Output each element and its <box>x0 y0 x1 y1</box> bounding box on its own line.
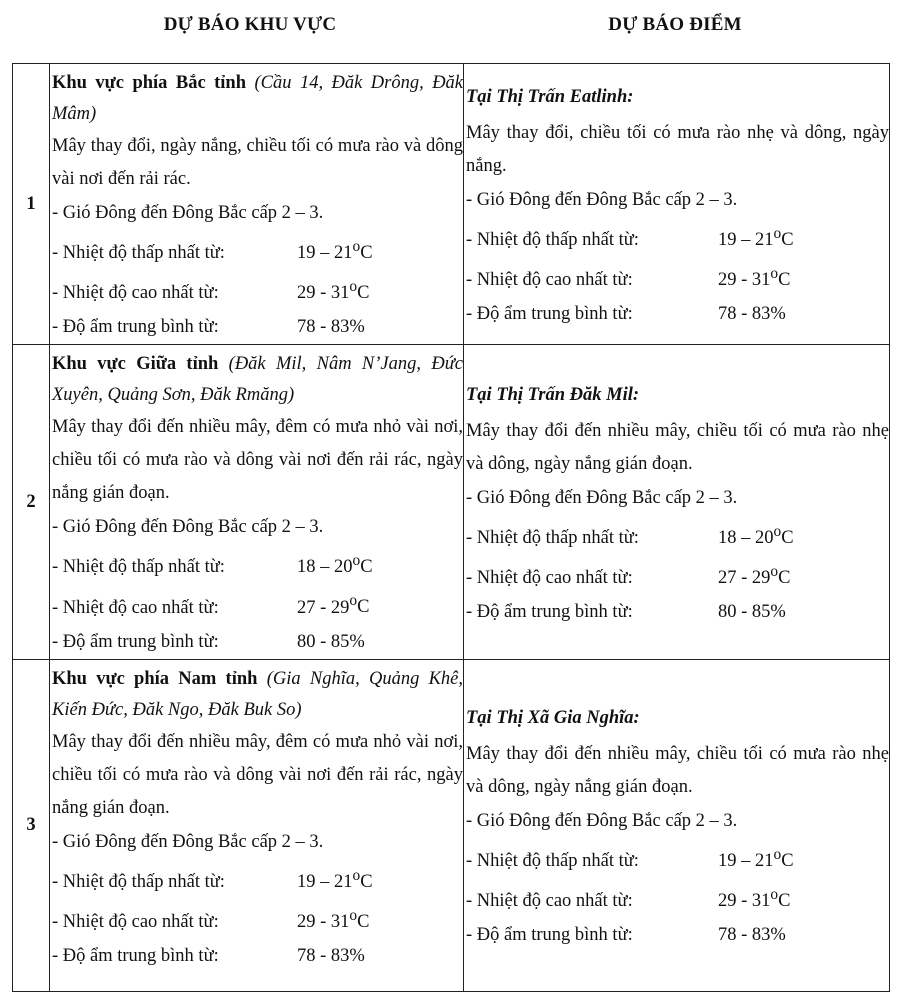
temp-unit: C <box>781 527 794 548</box>
region-description: Mây thay đổi đến nhiều mây, đêm có mưa nhỏ vài nơi, chiều tối có mưa rào và dông vài nơi đến rải rác, ngày nắng gián đoạn. <box>52 417 463 504</box>
header-region-forecast: DỰ BÁO KHU VỰC <box>163 14 337 35</box>
point-humidity <box>466 595 889 629</box>
point-cell <box>464 345 890 659</box>
point-wind: - Gió Đông đến Đông Bắc cấp 2 – 3. <box>466 487 738 508</box>
temp-unit: C <box>778 568 791 589</box>
min-temp-value: 19 – 21 <box>297 243 353 264</box>
max-temp-label: - Nhiệt độ cao nhất từ: <box>52 597 219 618</box>
degree-sup: o <box>770 886 779 904</box>
degree-sup: o <box>349 592 358 610</box>
region-name: Khu vực phía Bắc tỉnh <box>52 73 247 93</box>
max-temp-label: - Nhiệt độ cao nhất từ: <box>52 911 219 932</box>
humidity-label: - Độ ẩm trung bình từ: <box>52 631 219 652</box>
temp-unit: C <box>781 851 794 872</box>
point-max-temp <box>466 878 889 918</box>
max-temp-value: 27 - 29 <box>718 568 771 589</box>
point-wind: - Gió Đông đến Đông Bắc cấp 2 – 3. <box>466 810 738 831</box>
point-min-temp <box>466 838 889 878</box>
max-temp-value: 29 - 31 <box>718 891 771 912</box>
min-temp-label: - Nhiệt độ thấp nhất từ: <box>52 557 225 578</box>
header-point-forecast: DỰ BÁO ĐIỂM <box>608 14 742 35</box>
region-wind: - Gió Đông đến Đông Bắc cấp 2 – 3. <box>52 517 324 538</box>
region-cell <box>50 345 464 659</box>
degree-sup: o <box>773 522 782 540</box>
point-humidity <box>466 918 889 952</box>
min-temp-value: 19 – 21 <box>718 851 774 872</box>
temp-unit: C <box>360 557 373 578</box>
degree-sup: o <box>770 562 779 580</box>
region-max-temp <box>52 899 463 939</box>
region-name: Khu vực Giữa tỉnh <box>52 354 219 375</box>
point-wind: - Gió Đông đến Đông Bắc cấp 2 – 3. <box>466 190 738 210</box>
point-cell <box>464 659 890 991</box>
point-description: Mây thay đổi, chiều tối có mưa rào nhẹ và dông, ngày nắng. <box>466 123 889 176</box>
humidity-value: 80 - 85% <box>718 602 786 623</box>
humidity-label: - Độ ẩm trung bình từ: <box>466 925 633 946</box>
degree-sup: o <box>349 906 358 924</box>
forecast-table <box>12 63 890 992</box>
max-temp-label: - Nhiệt độ cao nhất từ: <box>466 568 633 589</box>
region-max-temp <box>52 584 463 624</box>
humidity-value: 78 - 83% <box>297 317 365 338</box>
temp-unit: C <box>360 243 373 264</box>
table-row <box>13 345 890 659</box>
region-title <box>52 68 463 130</box>
region-areas: (Đăk Mil, Nâm N’Jang, Đức Xuyên, Quảng Sơn, Đăk Rmăng) <box>52 354 464 406</box>
point-title: Tại Thị Xã Gia Nghĩa: <box>466 707 640 728</box>
max-temp-value: 29 - 31 <box>297 911 350 932</box>
region-title <box>52 664 463 726</box>
humidity-value: 78 - 83% <box>297 945 365 966</box>
max-temp-label: - Nhiệt độ cao nhất từ: <box>466 270 633 291</box>
point-description: Mây thay đổi đến nhiều mây, chiều tối có mưa rào nhẹ và dông, ngày nắng gián đoạn. <box>466 743 889 797</box>
max-temp-value: 29 - 31 <box>297 283 350 304</box>
min-temp-value: 19 – 21 <box>297 871 353 892</box>
degree-sup: o <box>352 238 361 255</box>
humidity-label: - Độ ẩm trung bình từ: <box>52 945 219 966</box>
region-min-temp <box>52 859 463 899</box>
region-max-temp <box>52 270 463 310</box>
degree-sup: o <box>349 278 358 296</box>
max-temp-value: 29 - 31 <box>718 270 771 291</box>
point-cell <box>464 64 890 345</box>
min-temp-value: 19 – 21 <box>718 230 774 251</box>
min-temp-label: - Nhiệt độ thấp nhất từ: <box>52 871 225 892</box>
degree-sup: o <box>773 845 782 863</box>
temp-unit: C <box>360 871 373 892</box>
degree-sup: o <box>770 265 779 283</box>
region-areas: (Cầu 14, Đăk Drông, Đăk Mâm) <box>52 73 464 124</box>
degree-sup: o <box>352 552 361 570</box>
humidity-value: 78 - 83% <box>718 925 786 946</box>
min-temp-label: - Nhiệt độ thấp nhất từ: <box>52 243 225 264</box>
table-row <box>13 659 890 991</box>
region-humidity <box>52 310 463 344</box>
humidity-label: - Độ ẩm trung bình từ: <box>466 602 633 623</box>
degree-sup: o <box>773 225 782 242</box>
table-row <box>13 64 890 345</box>
temp-unit: C <box>778 270 791 291</box>
min-temp-value: 18 – 20 <box>718 527 774 548</box>
region-name: Khu vực phía Nam tỉnh <box>52 668 258 689</box>
max-temp-value: 27 - 29 <box>297 597 350 618</box>
row-number: 1 <box>13 64 50 345</box>
humidity-label: - Độ ẩm trung bình từ: <box>52 317 219 338</box>
point-min-temp <box>466 217 889 257</box>
temp-unit: C <box>357 283 370 304</box>
temp-unit: C <box>781 230 794 251</box>
max-temp-label: - Nhiệt độ cao nhất từ: <box>52 283 219 304</box>
degree-sup: o <box>352 866 361 884</box>
point-max-temp <box>466 257 889 297</box>
region-wind: - Gió Đông đến Đông Bắc cấp 2 – 3. <box>52 831 324 852</box>
point-description: Mây thay đổi đến nhiều mây, chiều tối có mưa rào nhẹ và dông, ngày nắng gián đoạn. <box>466 420 889 474</box>
min-temp-label: - Nhiệt độ thấp nhất từ: <box>466 527 639 548</box>
region-min-temp <box>52 230 463 270</box>
point-max-temp <box>466 555 889 595</box>
humidity-label: - Độ ẩm trung bình từ: <box>466 304 633 325</box>
point-title: Tại Thị Trấn Eatlinh: <box>466 87 634 107</box>
temp-unit: C <box>778 891 791 912</box>
max-temp-label: - Nhiệt độ cao nhất từ: <box>466 891 633 912</box>
region-humidity <box>52 939 463 973</box>
point-min-temp <box>466 515 889 555</box>
region-description: Mây thay đổi, ngày nắng, chiều tối có mưa rào và dông vài nơi đến rải rác. <box>52 136 463 189</box>
row-number: 2 <box>13 345 50 659</box>
region-description: Mây thay đổi đến nhiều mây, đêm có mưa nhỏ vài nơi, chiều tối có mưa rào và dông vài nơi đến rải rác, ngày nắng gián đoạn. <box>52 731 463 818</box>
region-humidity <box>52 625 463 659</box>
region-areas: (Gia Nghĩa, Quảng Khê, Kiến Đức, Đăk Ngo, Đăk Buk So) <box>52 668 463 720</box>
humidity-value: 78 - 83% <box>718 304 786 325</box>
region-wind: - Gió Đông đến Đông Bắc cấp 2 – 3. <box>52 203 324 223</box>
region-cell <box>50 659 464 991</box>
temp-unit: C <box>357 597 370 618</box>
point-humidity <box>466 297 889 331</box>
temp-unit: C <box>357 911 370 932</box>
min-temp-value: 18 – 20 <box>297 557 353 578</box>
region-cell <box>50 64 464 345</box>
humidity-value: 80 - 85% <box>297 631 365 652</box>
region-min-temp <box>52 544 463 584</box>
row-number: 3 <box>13 659 50 991</box>
point-title: Tại Thị Trấn Đăk Mil: <box>466 384 640 405</box>
min-temp-label: - Nhiệt độ thấp nhất từ: <box>466 851 639 872</box>
region-title <box>52 349 463 411</box>
min-temp-label: - Nhiệt độ thấp nhất từ: <box>466 230 639 251</box>
